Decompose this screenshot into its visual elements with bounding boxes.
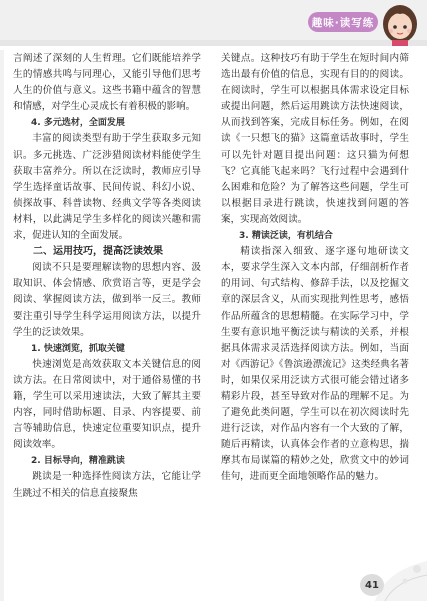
left-text-column (13, 51, 201, 502)
header-stripe (0, 40, 427, 46)
section-heading-2: 二、运用技巧，提高泛读效果 (33, 246, 163, 258)
subheading-1: 1. 快速浏览，抓取关键 (31, 343, 125, 354)
subheading-4: 4. 多元选材，全面发展 (31, 118, 125, 129)
section-title-ribbon: 趣味·读写练 (308, 12, 378, 32)
paragraph: 跳读是一种选择性阅读方法，它能让学生跳过不相关的信息直接聚焦 (13, 471, 201, 499)
subheading-3: 3. 精读泛读，有机结合 (239, 231, 333, 242)
page-number-badge: 41 (360, 574, 384, 596)
corner-ornament-icon (345, 551, 427, 601)
paragraph-continued: 关键点。这种技巧有助于学生在短时间内筛选出最有价值的信息，实现有目的的阅读。在阅读时，学生可以根据具体需求设定目标或提出问题，然后运用跳读方法快速阅读，从而找到答案，完成目标任务。例如，在阅读《一只想飞的猫》这篇童话故事时，学生可以先针对题目提出问题：这只猫为何想飞？它真能飞起来吗？飞行过程中会遇到什么困难和危险？为了解答这些问题，学生可以根据目录进行跳读，快速找到问题的答案，实现高效阅读。 (221, 53, 409, 225)
left-margin-strip (0, 50, 4, 601)
right-text-column (221, 51, 409, 486)
paragraph: 阅读不只是要理解读物的思想内容、汲取知识、体会情感、欣赏语言等，更是学会阅读、掌握阅读方法，做到举一反三。教师要注重引导学生科学运用阅读方法，以提升学生的泛读效果。 (13, 262, 201, 338)
mascot-girl-icon (372, 0, 427, 46)
subheading-2: 2. 目标导向，精准跳读 (31, 456, 125, 467)
paragraph-continued: 言阐述了深刻的人生哲理。它们既能培养学生的情感共鸣与同理心，又能引导他们思考人生的价值与意义。这些书籍中蕴含的智慧和情感，对学生心灵成长有着积极的影响。 (13, 53, 201, 113)
paragraph: 快速浏览是高效获取文本关键信息的阅读方法。在日常阅读中，对于通俗易懂的书籍，学生可以采用速读法，大致了解其主要内容，同时借助标题、目录、内容提要、前言等辅助信息，快速定位重要知识点，提升阅读效率。 (13, 358, 201, 451)
paragraph: 丰富的阅读类型有助于学生获取多元知识。多元挑选、广泛涉猎阅读材料能使学生获取丰富养分。所以在泛读时，教师应引导学生选择童话故事、民间传说、科幻小说、侦探故事、科普读物、经典文学等各类阅读材料，以此满足学生多样化的阅读兴趣和需求，促进认知的全面发展。 (13, 133, 201, 242)
paragraph: 精读指深入细致、逐字逐句地研读文本，要求学生深入文本内部，仔细剖析作者的用词、句式结构、修辞手法，以及挖掘文章的深层含义，从而实现批判性思考，感悟作品所蕴含的思想精髓。在实际学习中，学生要有意识地平衡泛读与精读的关系，并根据具体需求灵活选择阅读方法。例如，当面对《西游记》《鲁滨逊漂流记》这类经典名著时，如果仅采用泛读方式很可能会错过诸多精彩片段，甚至导致对作品的理解不足。为了避免此类问题，学生可以在初次阅读时先进行泛读，对作品内容有一个大致的了解，随后再精读，认真体会作者的立意构思，揣摩其布局谋篇的精妙之处，欣赏文中的妙词佳句，进而更全面地领略作品的魅力。 (221, 246, 409, 483)
